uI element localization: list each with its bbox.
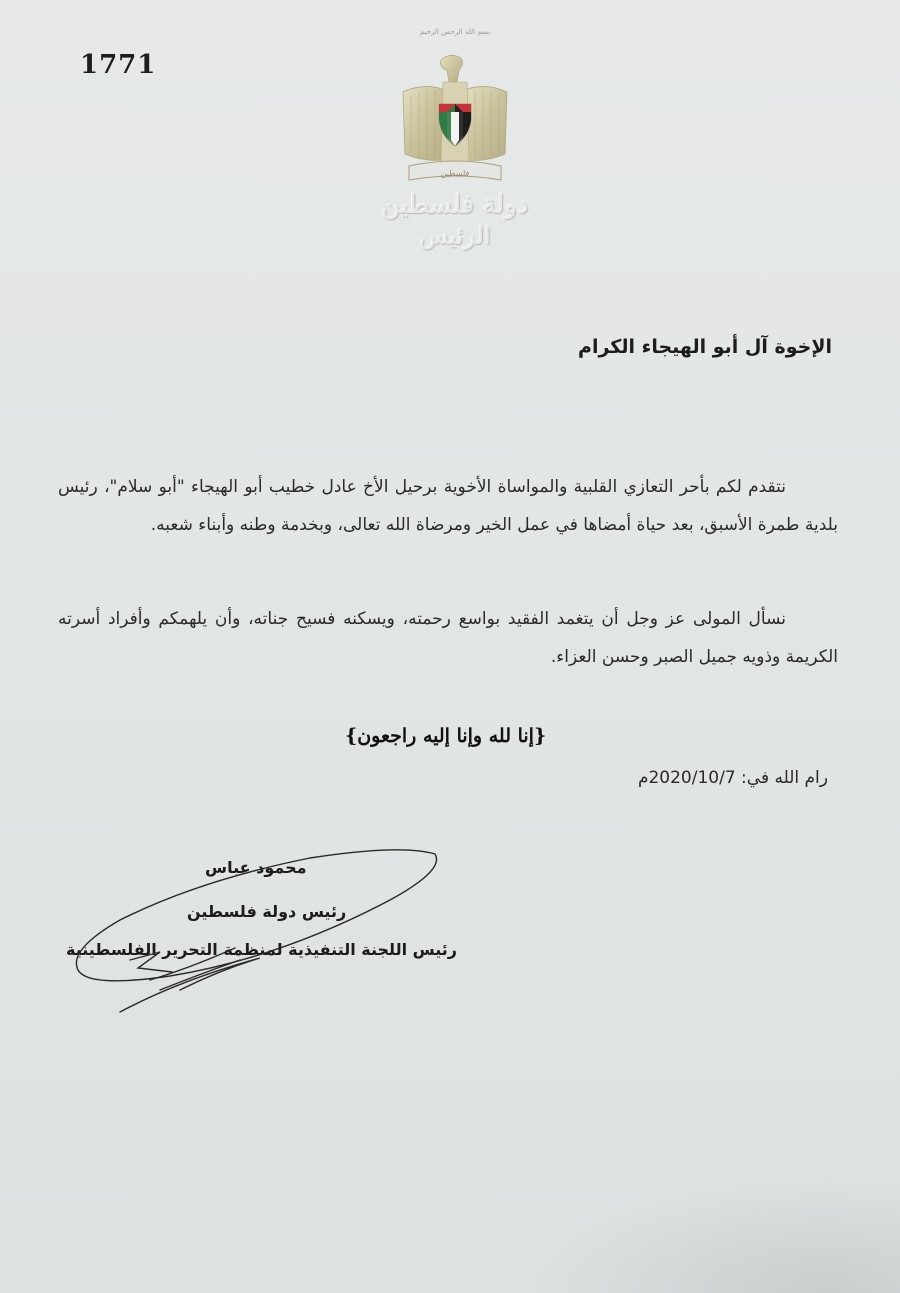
handwritten-signature-icon [60, 840, 460, 1020]
signatory-title-1: رئيس دولة فلسطين [187, 902, 347, 921]
body-paragraph-2: نسأل المولى عز وجل أن يتغمد الفقيد بواسع رحمته، ويسكنه فسيح جناته، وأن يلهمكم وأفراد أسرته الكريمة وذويه جميل الصبر وحسن العزاء. [58, 609, 838, 667]
office-name: الرئيس [419, 222, 491, 250]
salutation: الإخوة آل أبو الهيجاء الكرام [578, 336, 832, 358]
signatory-name: محمود عباس [205, 858, 307, 877]
body-paragraph-1: نتقدم لكم بأحر التعازي القلبية والمواساة الأخوية برحيل الأخ عادل خطيب أبو الهيجاء "أبو سلام"، رئيس بلدية طمرة الأسبق، بعد حياة أمضاها في عمل الخير ومرضاة الله تعالى، وبخدمة وطنه وأبناء شعبه. [58, 477, 838, 535]
place-date: رام الله في: 2020/10/7م [637, 768, 828, 788]
signatory-title-2: رئيس اللجنة التنفيذية لمنظمة التحرير الفلسطينية [66, 940, 458, 959]
eagle-emblem-icon [395, 52, 515, 192]
letterhead-emblem [381, 22, 529, 257]
basmala: بسم الله الرحمن الرحيم [419, 28, 491, 36]
reference-number: 1771 [80, 50, 157, 80]
quran-verse: {إنا لله وإنا إليه راجعون} [345, 725, 547, 747]
photo-shadow [520, 1173, 900, 1293]
emblem-scroll-text: فلسطين [440, 169, 470, 178]
state-name: دولة فلسطين [381, 190, 529, 220]
